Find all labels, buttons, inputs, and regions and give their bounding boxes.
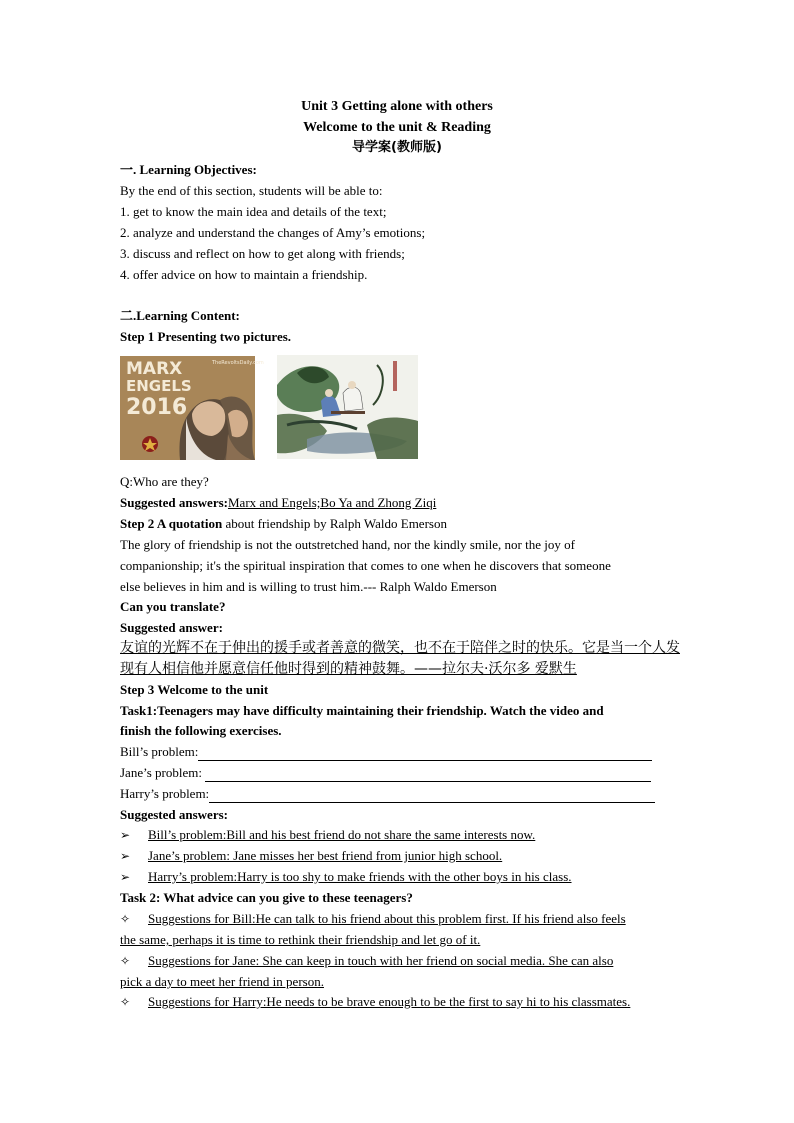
step2-description: about friendship by Ralph Waldo Emerson	[222, 516, 447, 531]
suggestion-text: Suggestions for Jane: She can keep in touch with her friend on social media. She can also	[148, 953, 614, 968]
arrow-bullet-icon: ➢	[120, 870, 131, 884]
title-line-1: Unit 3 Getting alone with others	[301, 99, 493, 114]
poster-year: 2016	[126, 395, 188, 420]
translation-line: 友谊的光辉不在于伸出的援手或者善意的微笑，也不在于陪伴之时的快乐。它是当一个人发	[120, 640, 680, 656]
suggested-answers-heading: Suggested answers:	[120, 807, 228, 822]
answer-blank[interactable]	[198, 747, 652, 761]
arrow-bullet-icon: ➢	[120, 828, 131, 842]
suggestion-text: Suggestions for Bill:He can talk to his friend about this problem first. If his friend also feels	[148, 911, 626, 926]
objective-item: 3. discuss and reflect on how to get along with friends;	[120, 246, 405, 261]
objectives-intro: By the end of this section, students will be able to:	[120, 183, 383, 198]
problem-text: Harry’s problem:Harry is too shy to make friends with the other boys in his class.	[148, 869, 572, 884]
suggestion-continuation: the same, perhaps it is time to rethink their friendship and let go of it.	[120, 932, 481, 947]
objectives-heading: 一. Learning Objectives:	[120, 162, 257, 177]
problem-item	[120, 847, 502, 865]
title-line-2: Welcome to the unit & Reading	[303, 120, 491, 135]
bill-problem-blank	[120, 743, 652, 761]
objective-item: 2. analyze and understand the changes of Amy’s emotions;	[120, 225, 426, 240]
question-text: Q:Who are they?	[120, 474, 209, 489]
objective-item: 1. get to know the main idea and details of the text;	[120, 204, 387, 219]
diamond-bullet-icon: ✧	[120, 912, 131, 926]
jane-problem-blank	[120, 764, 651, 782]
quote-line: The glory of friendship is not the outstretched hand, nor the kindly smile, nor the joy of	[120, 537, 575, 552]
task1-line: finish the following exercises.	[120, 723, 282, 738]
objective-item: 4. offer advice on how to maintain a friendship.	[120, 267, 368, 282]
marx-engels-picture	[120, 356, 264, 460]
suggestion-text: Suggestions for Harry:He needs to be brave enough to be the first to say hi to his classmates.	[148, 994, 631, 1009]
problem-text: Bill’s problem:Bill and his best friend do not share the same interests now.	[148, 827, 536, 842]
answer-blank[interactable]	[205, 768, 651, 782]
poster-text-2: ENGELS	[126, 377, 192, 395]
task2-heading	[120, 889, 413, 907]
harry-problem-blank	[120, 785, 655, 803]
poster-text-1: MARX	[126, 359, 183, 379]
blank-label: Harry’s problem:	[120, 786, 210, 801]
task1-line: Task1:Teenagers may have difficulty maintaining their friendship. Watch the video and	[120, 703, 604, 718]
chinese-painting-illustration	[277, 355, 418, 459]
step2-label: Step 2 A quotation	[120, 516, 223, 531]
blank-label: Jane’s problem:	[120, 765, 206, 780]
problem-item	[120, 826, 535, 844]
blank-label: Bill’s problem:	[120, 744, 199, 759]
bo-ya-zhong-ziqi-picture	[277, 355, 418, 459]
suggestion-continuation: pick a day to meet her friend in person.	[120, 974, 324, 989]
arrow-bullet-icon: ➢	[120, 849, 131, 863]
suggestion-item	[120, 952, 613, 970]
quote-line: companionship; it's the spiritual inspiration that comes to one when he discovers that someone	[120, 558, 611, 573]
step3-heading: Step 3 Welcome to the unit	[120, 682, 269, 697]
translation-line: 现有人相信他并愿意信任他时得到的精神鼓舞。——拉尔夫·沃尔多 爱默生	[120, 661, 577, 677]
suggested-answer-label: Suggested answer:	[120, 620, 223, 635]
suggestion-item	[120, 993, 630, 1011]
translate-question: Can you translate?	[120, 599, 226, 614]
step1-heading: Step 1 Presenting two pictures.	[120, 329, 292, 344]
problem-text: Jane’s problem: Jane misses her best friend from junior high school.	[148, 848, 503, 863]
task2-label: Task 2	[120, 890, 157, 905]
quote-line: else believes in him and is willing to trust him.--- Ralph Waldo Emerson	[120, 579, 497, 594]
diamond-bullet-icon: ✧	[120, 995, 131, 1009]
suggested-answer-text: Marx and Engels;Bo Ya and Zhong Ziqi	[227, 495, 437, 510]
suggested-answers-1	[120, 494, 436, 512]
content-heading: 二.Learning Content:	[120, 308, 240, 323]
suggestion-item	[120, 910, 626, 928]
answer-blank[interactable]	[209, 789, 655, 803]
task2-question: : What advice can you give to these teenagers?	[156, 890, 413, 905]
title-line-3: 导学案(教师版)	[352, 140, 442, 155]
diamond-bullet-icon: ✧	[120, 954, 131, 968]
step2-heading	[120, 515, 447, 533]
problem-item	[120, 868, 572, 886]
suggested-answers-label: Suggested answers:	[120, 495, 228, 510]
poster-caption: TheRevoltsDaily.com	[212, 360, 264, 366]
